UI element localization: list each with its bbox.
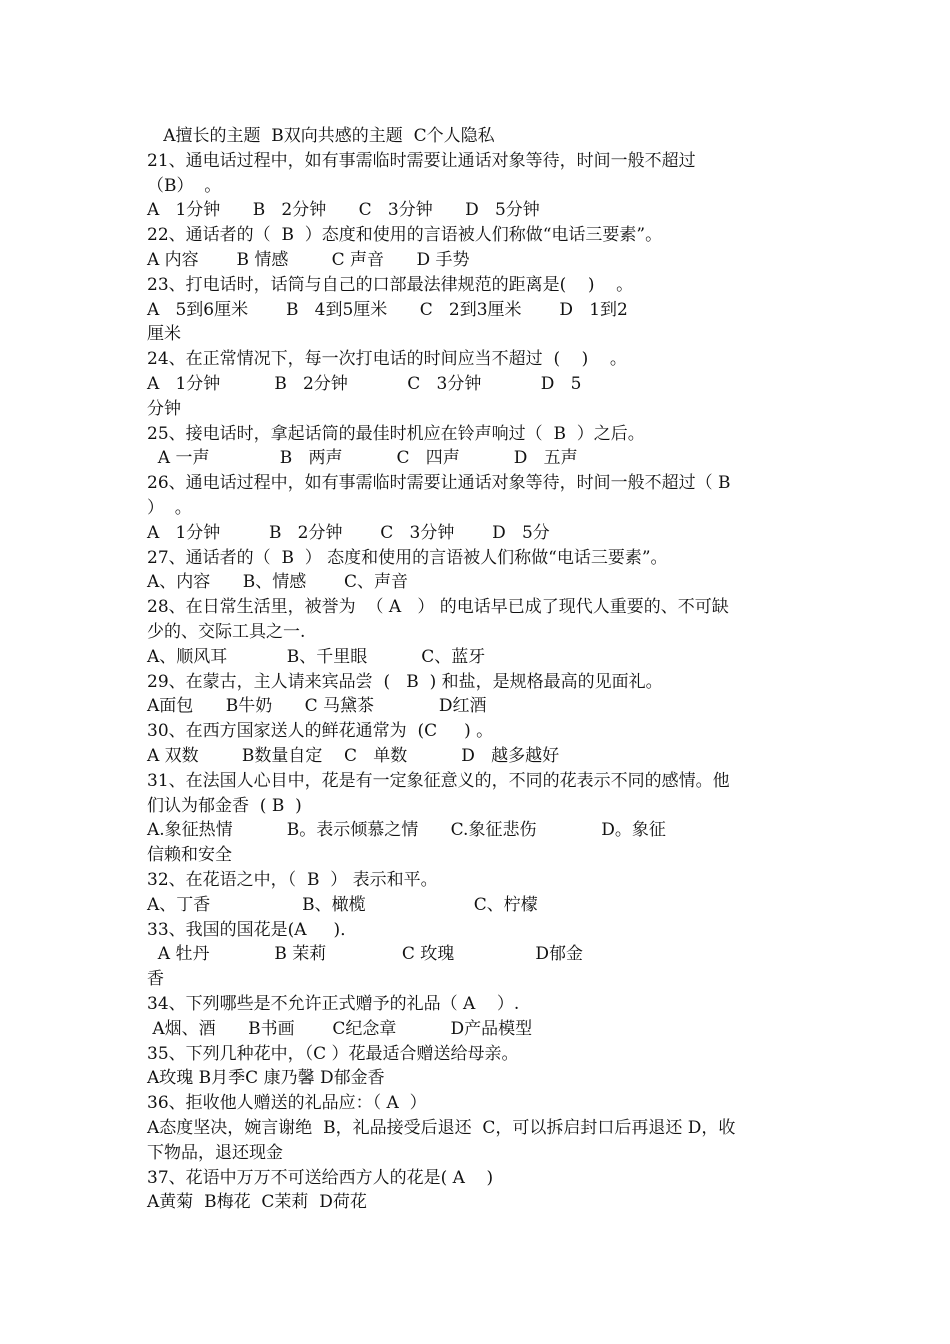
text-line: 24、在正常情况下，每一次打电话的时间应当不超过 ( ) 。 [147,349,627,370]
text-line: A烟、酒 B书画 C纪念章 D产品模型 [147,1018,533,1039]
text-line: 们认为郁金香 ( B ) [147,795,302,816]
text-line: 35、下列几种花中，（C ）花最适合赠送给母亲。 [147,1043,519,1064]
text-line: A 5到6厘米 B 4到5厘米 C 2到3厘米 D 1到2 [147,299,628,320]
text-line: A.象征热情 B。表示倾慕之情 C.象征悲伤 D。象征 [147,820,666,841]
text-line: ） 。 [147,498,192,518]
text-line: 香 [147,969,164,990]
text-line: 37、花语中万万不可送给西方人的花是( A ) [147,1167,494,1188]
text-line: A 牡丹 B 茉莉 C 玫瑰 D郁金 [147,944,583,965]
text-line: 26、通电话过程中，如有事需临时需要让通话对象等待，时间一般不超过（ B [147,473,731,494]
text-line: 信赖和安全 [147,845,232,866]
text-line: 36、拒收他人赠送的礼品应：（ A ） [147,1093,427,1114]
text-line: A擅长的主题 B双向共感的主题 C个人隐私 [147,126,495,146]
text-line: 21、通电话过程中，如有事需临时需要让通话对象等待，时间一般不超过 [147,150,696,171]
text-line: 31、在法国人心目中，花是有一定象征意义的，不同的花表示不同的感情。他 [147,770,730,791]
text-line: A 1分钟 B 2分钟 C 3分钟 D 5分钟 [147,200,540,221]
text-line: A黄菊 B梅花 C茉莉 D荷花 [147,1192,367,1213]
text-line: 25、接电话时，拿起话筒的最佳时机应在铃声响过（ B ）之后。 [147,423,645,444]
text-line: 30、在西方国家送人的鲜花通常为 (C ) 。 [147,721,494,742]
text-line: 23、打电话时，话筒与自己的口部最法律规范的距离是( ) 。 [147,274,634,295]
text-line: A 一声 B 两声 C 四声 D 五声 [147,448,578,469]
text-line: A、顺风耳 B、千里眼 C、蓝牙 [147,646,486,667]
text-line: A 双数 B数量自定 C 单数 D 越多越好 [147,746,560,766]
text-line: A、丁香 B、橄榄 C、柠檬 [147,894,538,915]
text-line: A 内容 B 情感 C 声音 D 手势 [147,250,470,270]
text-line: A面包 B牛奶 C 马黛茶 D红酒 [147,696,487,717]
text-line: 厘米 [147,324,181,345]
text-line: 22、通话者的（ B ）态度和使用的言语被人们称做“电话三要素”。 [147,225,663,246]
text-line: A 1分钟 B 2分钟 C 3分钟 D 5分 [147,522,550,543]
text-line: 下物品，退还现金 [147,1142,283,1163]
text-line: 33、我国的国花是(A )． [147,919,358,940]
text-line: 32、在花语之中，（ B ） 表示和平。 [147,870,438,890]
text-line: 少的、交际工具之一. [147,622,306,642]
text-line: A、内容 B、情感 C、声音 [147,572,409,593]
text-line: 分钟 [147,398,181,419]
text-line: A 1分钟 B 2分钟 C 3分钟 D 5 [147,374,582,394]
text-line: A态度坚决，婉言谢绝 B，礼品接受后退还 C，可以拆启封口后再退还 D，收 [147,1118,736,1138]
text-line: 34、下列哪些是不允许正式赠予的礼品（ A ）. [147,994,520,1014]
text-line: 27、通话者的（ B ） 态度和使用的言语被人们称做“电话三要素”。 [147,547,668,568]
text-line: 28、在日常生活里，被誉为 （ A ） 的电话早已成了现代人重要的、不可缺 [147,597,729,618]
text-line: 29、在蒙古，主人请来宾品尝 ( B ) 和盐，是规格最高的见面礼。 [147,671,663,692]
text-line: A玫瑰 B月季C 康乃馨 D郁金香 [147,1068,385,1089]
text-line: （B） 。 [147,175,222,196]
